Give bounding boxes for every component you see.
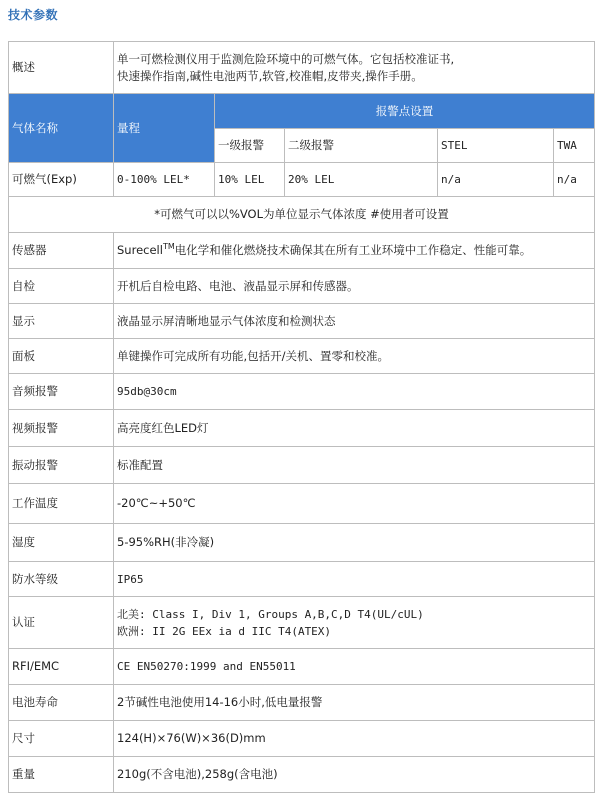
level1-cell: 10% LEL [215, 163, 285, 197]
note-row [9, 197, 595, 233]
gas-name-header: 气体名称 [9, 94, 114, 163]
spec-label: 电池寿命 [9, 685, 114, 721]
spec-value [114, 233, 595, 269]
spec-value: 液晶显示屏清晰地显示气体浓度和检测状态 [114, 304, 595, 339]
overview-value [114, 42, 595, 94]
spec-label: 湿度 [9, 524, 114, 562]
gas-header-row-1 [9, 94, 595, 129]
spec-value: 高亮度红色LED灯 [114, 410, 595, 447]
spec-label: 显示 [9, 304, 114, 339]
range-header: 量程 [114, 94, 215, 163]
spec-label: 自检 [9, 269, 114, 304]
spec-label: 重量 [9, 757, 114, 793]
spec-row-vibration-alarm [9, 447, 595, 484]
overview-line-2: 快速操作指南,碱性电池两节,软管,校准帽,皮带夹,操作手册。 [117, 68, 423, 83]
spec-value: 124(H)×76(W)×36(D)mm [114, 721, 595, 757]
spec-row-ip-rating [9, 562, 595, 597]
spec-value: 单键操作可完成所有功能,包括开/关机、置零和校准。 [114, 339, 595, 374]
range-cell: 0-100% LEL* [114, 163, 215, 197]
spec-label: 振动报警 [9, 447, 114, 484]
spec-row-display [9, 304, 595, 339]
spec-row-weight [9, 757, 595, 793]
spec-label: 音频报警 [9, 374, 114, 410]
spec-value: CE EN50270:1999 and EN55011 [114, 649, 595, 685]
spec-row-humidity [9, 524, 595, 562]
sensor-description: 电化学和催化燃烧技术确保其在所有工业环境中工作稳定、性能可靠。 [174, 243, 532, 257]
trademark-sup: TM [162, 242, 175, 252]
overview-label: 概述 [9, 42, 114, 94]
level2-header: 二级报警 [285, 129, 438, 163]
spec-row-battery-life [9, 685, 595, 721]
spec-label: 视频报警 [9, 410, 114, 447]
spec-value: 标准配置 [114, 447, 595, 484]
twa-cell: n/a [554, 163, 595, 197]
cert-north-america: 北美: Class I, Div 1, Groups A,B,C,D T4(UL/cUL) [117, 607, 424, 621]
level2-cell: 20% LEL [285, 163, 438, 197]
spec-value [114, 597, 595, 649]
alarm-settings-header: 报警点设置 [215, 94, 595, 129]
spec-label: 面板 [9, 339, 114, 374]
gas-cell: 可燃气(Exp) [9, 163, 114, 197]
spec-row-temperature [9, 484, 595, 524]
spec-label: 工作温度 [9, 484, 114, 524]
spec-row-rfi-emc [9, 649, 595, 685]
cert-europe: 欧洲: II 2G EEx ia d IIC T4(ATEX) [117, 624, 332, 638]
spec-row-selftest [9, 269, 595, 304]
spec-value: 开机后自检电路、电池、液晶显示屏和传感器。 [114, 269, 595, 304]
spec-value: -20℃~+50℃ [114, 484, 595, 524]
spec-value: 2节碱性电池使用14-16小时,低电量报警 [114, 685, 595, 721]
spec-label: 传感器 [9, 233, 114, 269]
spec-row-panel [9, 339, 595, 374]
stel-cell: n/a [438, 163, 554, 197]
stel-header: STEL [438, 129, 554, 163]
spec-row-dimensions [9, 721, 595, 757]
section-title: 技术参数 [8, 8, 59, 22]
spec-row-sensor [9, 233, 595, 269]
overview-row [9, 42, 595, 94]
gas-data-row [9, 163, 595, 197]
spec-label: RFI/EMC [9, 649, 114, 685]
spec-row-certification [9, 597, 595, 649]
spec-label: 防水等级 [9, 562, 114, 597]
spec-row-audio-alarm [9, 374, 595, 410]
spec-value: 210g(不含电池),258g(含电池) [114, 757, 595, 793]
spec-table [8, 41, 595, 793]
spec-value: 95db@30cm [114, 374, 595, 410]
sensor-brand: Surecell [117, 243, 163, 257]
spec-label: 尺寸 [9, 721, 114, 757]
gas-note: *可燃气可以以%VOL为单位显示气体浓度 #使用者可设置 [9, 197, 595, 233]
spec-value: IP65 [114, 562, 595, 597]
level1-header: 一级报警 [215, 129, 285, 163]
spec-value: 5-95%RH(非冷凝) [114, 524, 595, 562]
twa-header: TWA [554, 129, 595, 163]
spec-row-visual-alarm [9, 410, 595, 447]
overview-line-1: 单一可燃检测仪用于监测危险环境中的可燃气体。它包括校准证书, [117, 51, 455, 66]
spec-label: 认证 [9, 597, 114, 649]
